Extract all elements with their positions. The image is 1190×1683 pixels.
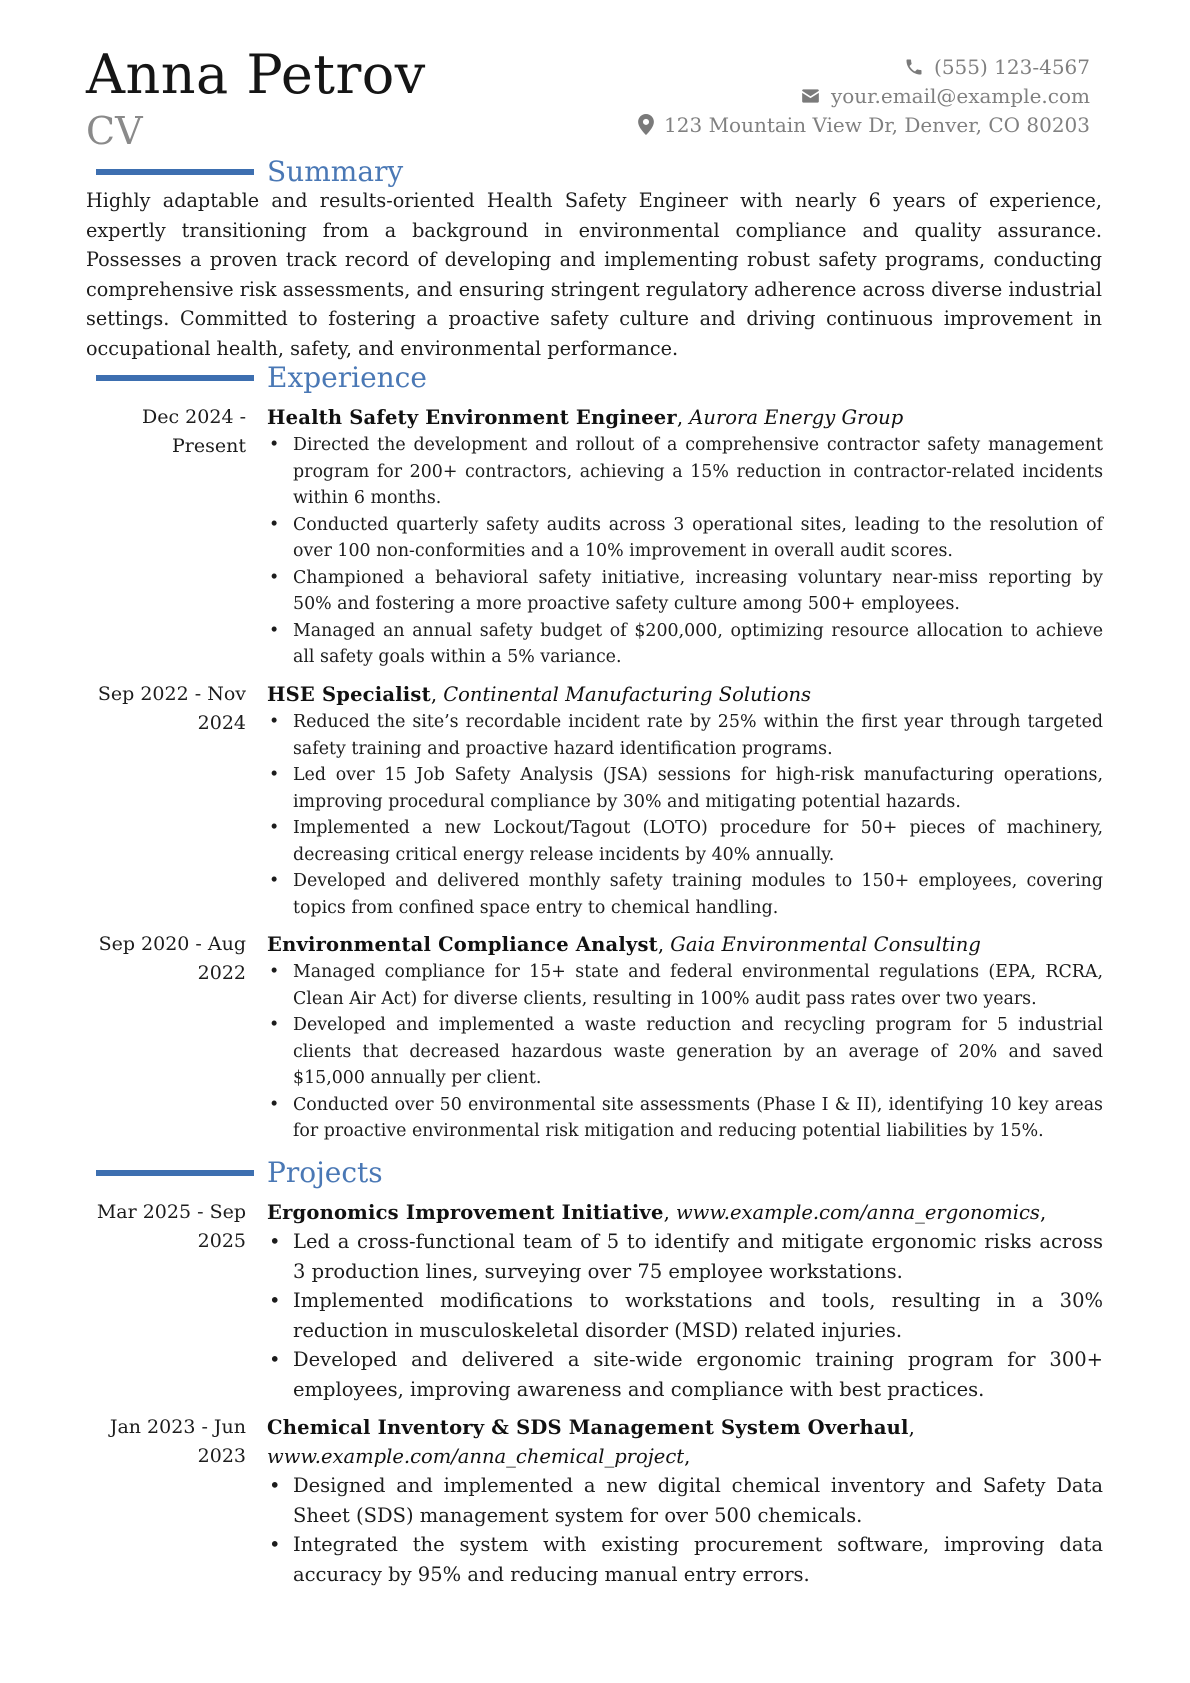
entry-heading: HSE Specialist, Continental Manufacturing Solutions — [267, 683, 812, 706]
experience-heading — [96, 360, 996, 396]
bullet-item: • Integrated the system with existing procurement software, improving data accuracy by 95% and reducing manual entry errors. — [267, 1530, 1103, 1589]
entry-body — [267, 403, 1103, 671]
email-link[interactable]: your.email@example.com — [830, 84, 1090, 108]
bullet-list — [267, 709, 1103, 921]
projects-title: Projects — [267, 1156, 383, 1189]
bullet-item: • Developed and implemented a waste reduction and recycling program for 5 industrial clients that decreased hazardous waste generation by an average of 20% and saved $15,000 annually per client. — [267, 1012, 1103, 1092]
bullet-list — [267, 432, 1103, 671]
entry-body — [267, 930, 1103, 1145]
bullet-list — [267, 959, 1103, 1145]
bullet-item: • Designed and implemented a new digital chemical inventory and Safety Data Sheet (SDS) management system for over 500 chemicals. — [267, 1471, 1103, 1530]
entry-heading: Chemical Inventory & SDS Management System Overhaul, www.example.com/anna_chemical_project, — [267, 1416, 915, 1468]
entry-heading: Health Safety Environment Engineer, Aurora Energy Group — [267, 406, 904, 429]
section-rule — [96, 1170, 254, 1176]
project-link[interactable]: www.example.com/anna_chemical_project — [267, 1445, 685, 1468]
entry-body — [267, 680, 1103, 921]
envelope-icon — [800, 86, 821, 106]
phone-text: (555) 123-4567 — [934, 55, 1090, 79]
entry-date: Mar 2025 - Sep 2025 — [96, 1201, 246, 1252]
section-rule — [96, 169, 254, 175]
entry-date: Sep 2022 - Nov 2024 — [97, 683, 246, 734]
bullet-item: • Conducted over 50 environmental site assessments (Phase I & II), identifying 10 key areas for proactive environmental risk mitigation and reducing potential liabilities by 15%. — [267, 1092, 1103, 1145]
entry-heading: Environmental Compliance Analyst, Gaia Environmental Consulting — [267, 933, 981, 956]
bullet-item: • Led over 15 Job Safety Analysis (JSA) sessions for high-risk manufacturing operations, improving procedural compliance by 30% and mitigating potential hazards. — [267, 762, 1103, 815]
bullet-item: • Championed a behavioral safety initiative, increasing voluntary near-miss reporting by 50% and fostering a more proactive safety culture among 500+ employees. — [267, 565, 1103, 618]
job-title: Environmental Compliance Analyst — [267, 933, 658, 956]
bullet-item: • Reduced the site’s recordable incident rate by 25% within the first year through targeted safety training and proactive hazard identification programs. — [267, 709, 1103, 762]
project-link[interactable]: www.example.com/anna_ergonomics — [675, 1201, 1040, 1224]
bullet-item: • Directed the development and rollout of a comprehensive contractor safety management program for 200+ contractors, achieving a 15% reduction in contractor-related incidents within 6 months. — [267, 432, 1103, 512]
bullet-item: • Implemented modifications to workstations and tools, resulting in a 30% reduction in musculoskeletal disorder (MSD) related injuries. — [267, 1286, 1103, 1345]
bullet-item: • Developed and delivered monthly safety training modules to 150+ employees, covering topics from confined space entry to chemical handling. — [267, 868, 1103, 921]
map-pin-icon — [638, 114, 654, 135]
bullet-item: • Conducted quarterly safety audits across 3 operational sites, leading to the resolution of over 100 non-conformities and a 10% improvement in overall audit scores. — [267, 512, 1103, 565]
contact-block — [530, 53, 1090, 140]
employer: Gaia Environmental Consulting — [670, 933, 981, 956]
entry-body — [267, 1198, 1103, 1404]
summary-heading — [96, 154, 996, 190]
phone-icon — [904, 57, 924, 77]
entry-date: Dec 2024 - Present — [142, 406, 246, 457]
candidate-name: Anna Petrov — [86, 43, 426, 106]
experience-title: Experience — [267, 361, 427, 394]
job-title: Health Safety Environment Engineer — [267, 406, 677, 429]
document-type: CV — [86, 109, 143, 153]
summary-text: Highly adaptable and results-oriented Health Safety Engineer with nearly 6 years of experience, expertly transitioning from a background in environmental compliance and quality assurance. Possesses a proven track record of developing and implementing robust safety programs, conducting comprehensive risk assessments, and ensuring stringent regulatory adherence across diverse industrial settings. Committed to fostering a proactive safety culture and driving continuous improvement in occupational health, safety, and environmental performance. — [86, 189, 1102, 360]
bullet-list — [267, 1227, 1103, 1404]
entry-date: Sep 2020 - Aug 2022 — [98, 933, 246, 984]
bullet-item: • Led a cross-functional team of 5 to identify and mitigate ergonomic risks across 3 production lines, surveying over 75 employee workstations. — [267, 1227, 1103, 1286]
contact-phone — [530, 53, 1090, 82]
contact-address — [530, 111, 1090, 140]
job-title: HSE Specialist — [267, 683, 431, 706]
project-name: Chemical Inventory & SDS Management System Overhaul — [267, 1416, 909, 1439]
entry-date: Jan 2023 - Jun 2023 — [109, 1416, 246, 1467]
entry-body — [267, 1413, 1103, 1589]
entry-heading: Ergonomics Improvement Initiative, www.example.com/anna_ergonomics, — [267, 1201, 1047, 1224]
bullet-item: • Developed and delivered a site-wide ergonomic training program for 300+ employees, improving awareness and compliance with best practices. — [267, 1345, 1103, 1404]
employer: Aurora Energy Group — [689, 406, 904, 429]
bullet-item: • Managed an annual safety budget of $200,000, optimizing resource allocation to achieve all safety goals within a 5% variance. — [267, 618, 1103, 671]
projects-heading — [96, 1155, 996, 1191]
contact-email — [530, 82, 1090, 111]
bullet-item: • Implemented a new Lockout/Tagout (LOTO) procedure for 50+ pieces of machinery, decreasing critical energy release incidents by 40% annually. — [267, 815, 1103, 868]
address-text: 123 Mountain View Dr, Denver, CO 80203 — [664, 113, 1090, 137]
section-rule — [96, 375, 254, 381]
employer: Continental Manufacturing Solutions — [443, 683, 812, 706]
bullet-list — [267, 1471, 1103, 1589]
project-name: Ergonomics Improvement Initiative — [267, 1201, 664, 1224]
bullet-item: • Managed compliance for 15+ state and federal environmental regulations (EPA, RCRA, Clean Air Act) for diverse clients, resulting in 100% audit pass rates over two years. — [267, 959, 1103, 1012]
summary-title: Summary — [267, 155, 404, 188]
